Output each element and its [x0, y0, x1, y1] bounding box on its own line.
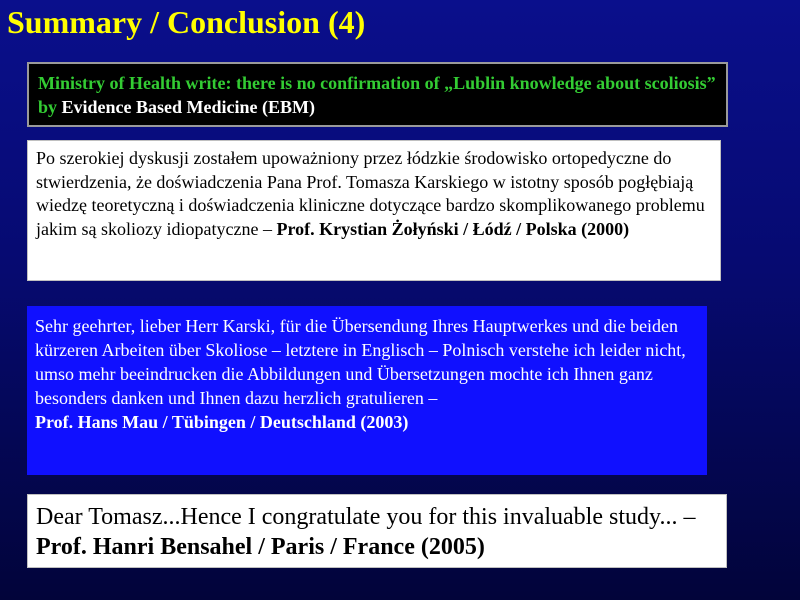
polish-quote-box — [27, 140, 721, 281]
english-quote-box — [27, 494, 727, 568]
polish-quote-attribution: Prof. Krystian Żołyński / Łódź / Polska (2000) — [276, 218, 630, 239]
german-quote-attribution: Prof. Hans Mau / Tübingen / Deutschland (2003) — [35, 412, 409, 432]
german-quote-box — [27, 306, 707, 475]
polish-quote-text: Po szerokiej dyskusji zostałem upoważniony przez łódzkie środowisko ortopedyczne do stwierdzenia, że doświadczenia Pana Prof. Tomasza Karskiego w istotny sposób pogłębiają wiedzę teoretyczną i doświadczenia kliniczne dotyczące bardzo skomplikowanego problemu jakim są skoliozy idiopatyczne – — [36, 148, 705, 239]
ebm-label: Evidence Based Medicine (EBM) — [61, 97, 315, 117]
english-quote-attribution: Prof. Hanri Bensahel / Paris / France (2005) — [36, 534, 485, 560]
ministry-statement-text: Ministry of Health write: there is no confirmation of „Lublin knowledge about scoliosis” by — [38, 73, 716, 117]
ministry-statement-box — [27, 62, 728, 127]
german-quote-text: Sehr geehrter, lieber Herr Karski, für die Übersendung Ihres Hauptwerkes und die beiden kürzeren Arbeiten über Skoliose – letztere in Englisch – Polnisch verstehe ich leider nicht, umso mehr beeindrucken die Abbildungen und Übersetzungen mochte ich Ihnen ganz besonders danken und Ihnen dazu herzlich gratulieren – — [35, 316, 686, 408]
english-quote-text: Dear Tomasz...Hence I congratulate you for this invaluable study... – — [36, 504, 696, 530]
slide-title: Summary / Conclusion (4) — [7, 4, 366, 40]
